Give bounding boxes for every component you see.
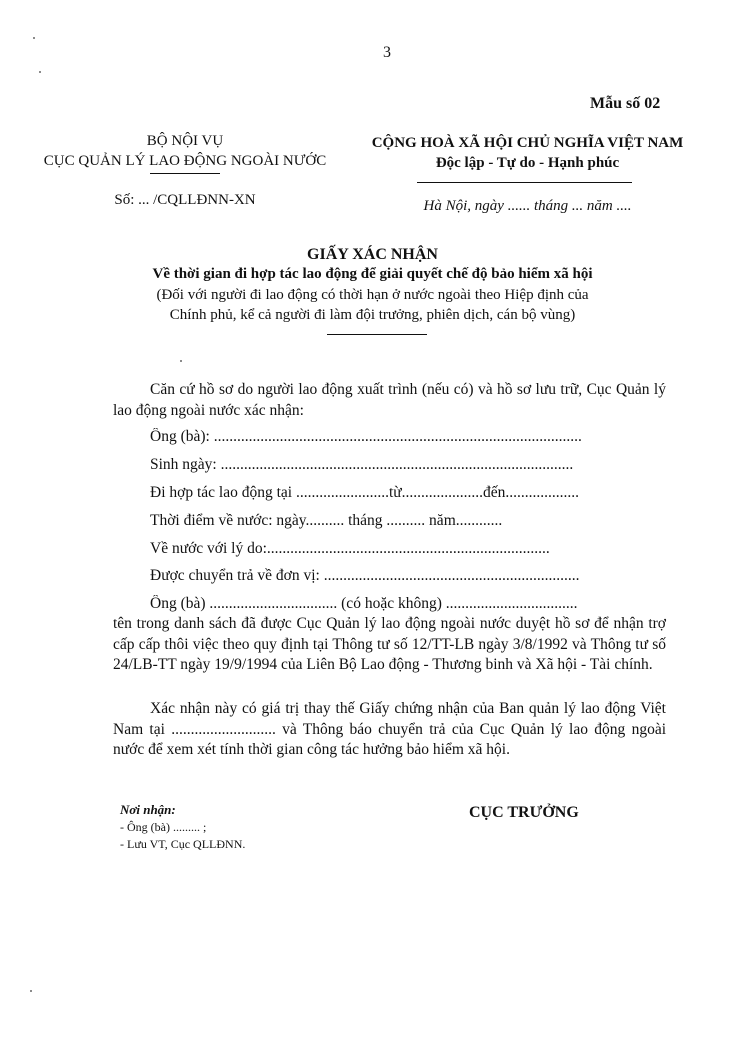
work-location-field: Đi hợp tác lao động tại ........................từ.....................đến...................	[150, 484, 580, 501]
scan-speck	[33, 37, 35, 39]
scope-note-line2: Chính phủ, kể cả người đi làm đội trưởng, phiên dịch, cán bộ vùng)	[169, 307, 576, 323]
listed-person-field: Ông (bà) ................................. (có hoặc không) ..................................	[150, 595, 578, 612]
document-title: GIẤY XÁC NHẬN	[307, 246, 438, 263]
intro-paragraph: Căn cứ hồ sơ do người lao động xuất trình (nếu có) và hồ sơ lưu trữ, Cục Quản lý lao động ngoài nước xác nhận:	[113, 381, 666, 419]
page-number: 3	[383, 44, 391, 61]
header-underline-left	[150, 173, 220, 174]
form-code: Mẫu số 02	[590, 95, 661, 112]
return-time-field: Thời điểm về nước: ngày.......... tháng .......... năm............	[150, 512, 503, 529]
list-paragraph: tên trong danh sách đã được Cục Quản lý lao động ngoài nước duyệt hồ sơ để nhận trợ cấp cấp thôi việc theo quy định tại Thông tư số 12/TT-LB ngày 3/8/1992 và Thông tư số 24/LB-TT ngày 19/9/1994 của Liên Bộ Lao động - Thương binh và Xã hội - Tài chính.	[113, 615, 666, 673]
signer-title: CỤC TRƯỞNG	[469, 804, 579, 821]
title-underline	[327, 334, 427, 335]
name-field: Ông (bà): ...............................................................................................	[150, 428, 582, 445]
recipients-heading: Nơi nhận:	[120, 802, 176, 817]
scope-note-line1: (Đối với người đi lao động có thời hạn ở nước ngoài theo Hiệp định của	[156, 287, 589, 303]
transfer-unit-field: Được chuyển trả về đơn vị: ..................................................................	[150, 567, 580, 584]
recipient-item: - Ông (bà) ......... ;	[120, 820, 207, 834]
recipient-item: - Lưu VT, Cục QLLĐNN.	[120, 837, 246, 851]
header-underline-right	[417, 182, 632, 183]
department-name: CỤC QUẢN LÝ LAO ĐỘNG NGOÀI NƯỚC	[43, 153, 327, 169]
scan-speck	[39, 71, 41, 73]
scan-speck	[30, 990, 32, 992]
ministry-name: BỘ NỘI VỤ	[146, 133, 224, 149]
document-number: Số: ... /CQLLĐNN-XN	[114, 192, 256, 208]
birth-date-field: Sinh ngày: ...........................................................................................	[150, 456, 574, 473]
country-name: CỘNG HOÀ XÃ HỘI CHỦ NGHĨA VIỆT NAM	[371, 135, 684, 151]
confirmation-paragraph: Xác nhận này có giá trị thay thế Giấy chứng nhận của Ban quản lý lao động Việt Nam tại ........................... và Thông báo chuyển trả của Cục Quản lý lao động ngoài nước để xem xét tính thời gian công tác hưởng bảo hiểm xã hội.	[113, 700, 666, 758]
return-reason-field: Về nước với lý do:.........................................................................	[150, 540, 550, 557]
scan-speck	[180, 360, 182, 362]
national-motto: Độc lập - Tự do - Hạnh phúc	[435, 155, 620, 171]
place-and-date: Hà Nội, ngày ...... tháng ... năm ....	[423, 198, 632, 214]
document-subtitle: Về thời gian đi hợp tác lao động để giải quyết chế độ bảo hiểm xã hội	[152, 266, 593, 282]
